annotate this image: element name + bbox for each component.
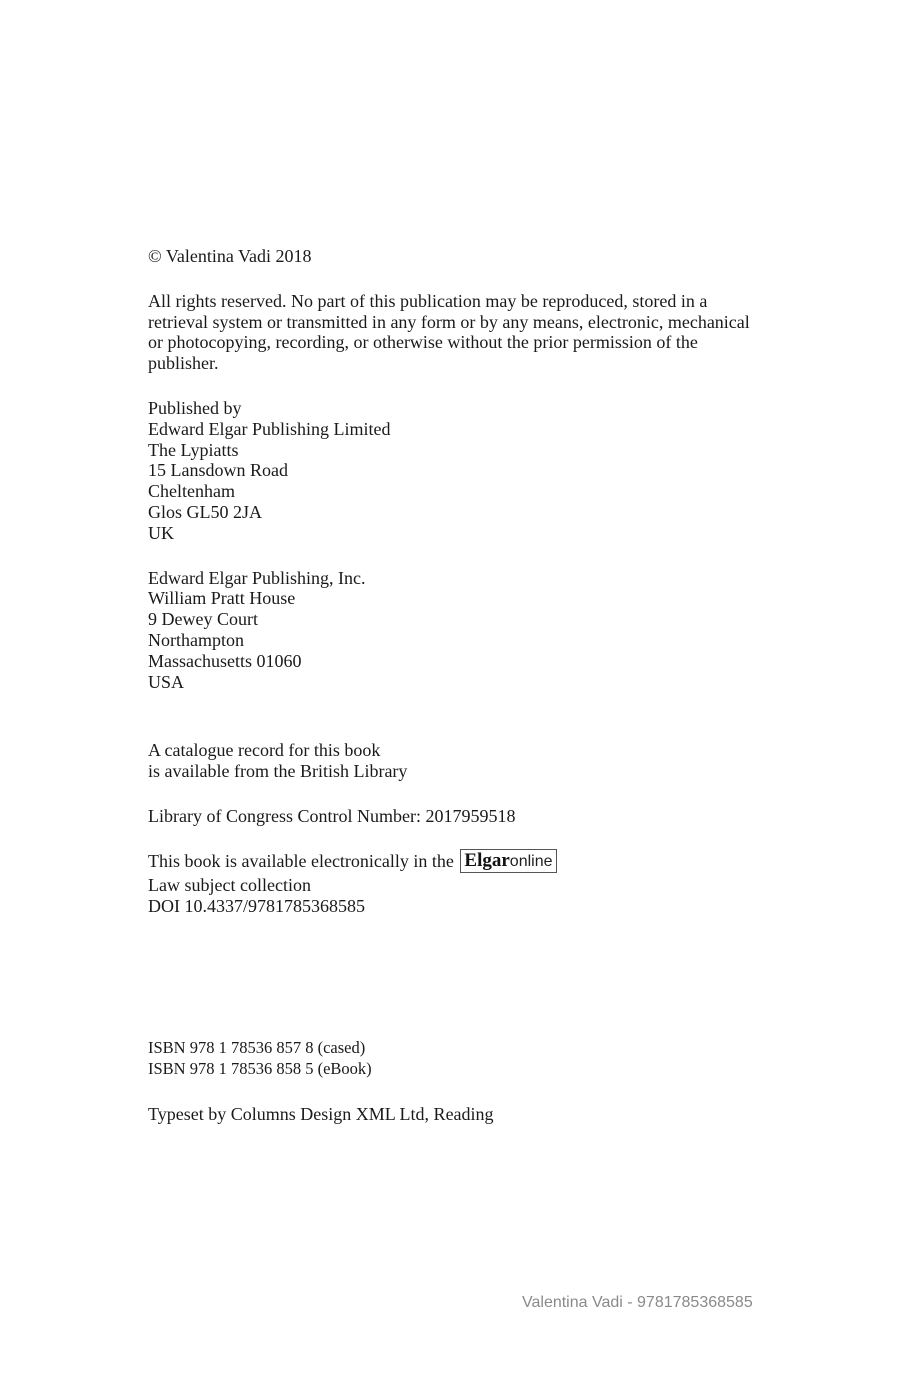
address-line: Glos GL50 2JA [148,501,263,522]
publisher-name: Edward Elgar Publishing Limited [148,418,391,439]
publisher-name: Edward Elgar Publishing, Inc. [148,567,366,588]
subject-collection: Law subject collection [148,874,311,895]
address-line: 15 Lansdown Road [148,460,288,481]
catalogue-line: is available from the British Library [148,761,408,782]
isbn-ebook: ISBN 978 1 78536 858 5 (eBook) [148,1058,372,1078]
address-line: Cheltenham [148,481,235,502]
rights-statement [148,291,808,374]
catalogue-record [148,740,808,782]
isbn-cased: ISBN 978 1 78536 857 8 (cased) [148,1038,366,1058]
copyright-notice [148,246,808,267]
address-line: The Lypiatts [148,439,239,460]
publisher-uk-address [148,398,808,544]
loc-text: Library of Congress Control Number: 2017959518 [148,805,516,826]
address-line: UK [148,522,174,543]
address-line: Massachusetts 01060 [148,650,302,671]
electronic-text: This book is available electronically in the [148,850,454,871]
typeset-text: Typeset by Columns Design XML Ltd, Reading [148,1103,494,1124]
rights-line: publisher. [148,353,219,374]
address-line: 9 Dewey Court [148,609,258,630]
published-by-label: Published by [148,397,242,418]
catalogue-line: A catalogue record for this book [148,740,381,761]
address-line: Northampton [148,629,244,650]
doi-text: DOI 10.4337/9781785368585 [148,895,365,916]
copyright-text: © Valentina Vadi 2018 [148,246,312,266]
rights-line: retrieval system or transmitted in any form or by any means, electronic, mechanical [148,311,750,332]
electronic-availability [148,851,808,917]
rights-line: All rights reserved. No part of this publication may be reproduced, stored in a [148,290,708,311]
electronic-line [148,851,808,875]
copyright-page [148,246,808,1124]
address-line: USA [148,671,185,692]
elgar-logo-light: online [509,852,553,870]
address-line: William Pratt House [148,588,296,609]
publisher-us-address [148,568,808,693]
loc-control-number [148,806,808,827]
isbn-block [148,1038,808,1079]
elgar-logo-bold: Elgar [464,849,510,871]
rights-line: or photocopying, recording, or otherwise without the prior permission of the [148,332,698,353]
typeset-credit [148,1104,808,1125]
elgaronline-logo [460,849,556,873]
footer-watermark: Valentina Vadi - 9781785368585 [522,1294,753,1311]
